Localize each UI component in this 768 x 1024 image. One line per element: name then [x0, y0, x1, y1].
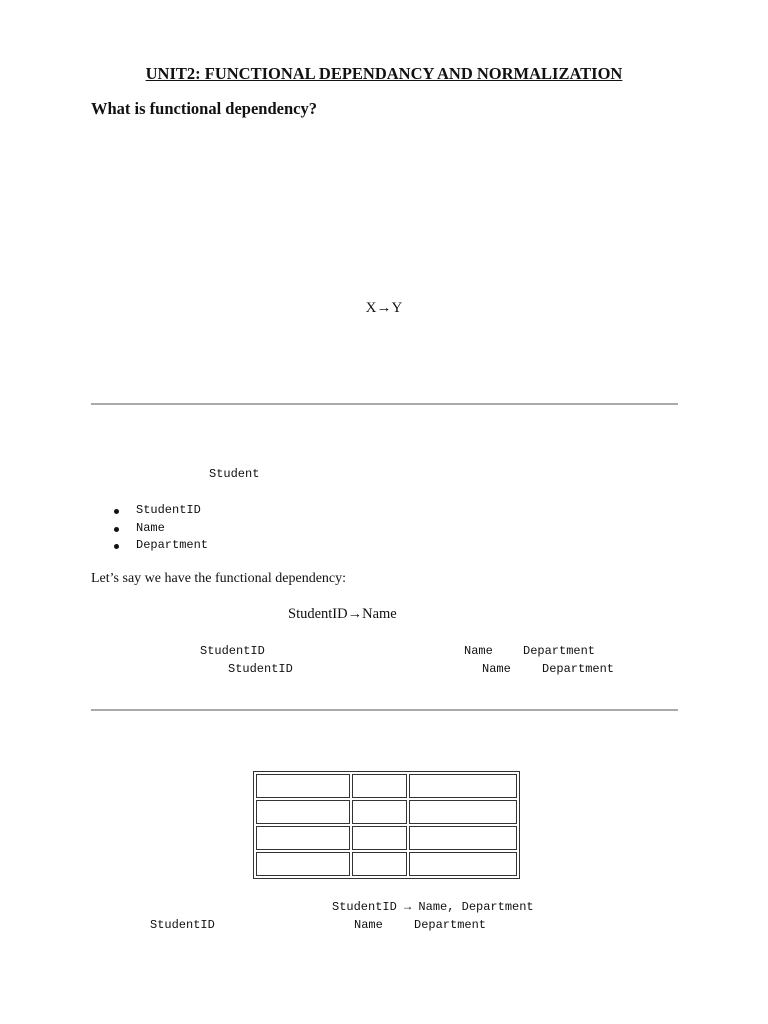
table-cell — [409, 852, 517, 876]
attribute-label: Department — [136, 538, 209, 552]
attribute-list — [110, 502, 208, 555]
row-b-department: Department — [542, 662, 615, 676]
relation-name: Student — [209, 467, 260, 481]
row-c-department: Department — [414, 918, 487, 932]
table-row — [256, 774, 517, 798]
list-item — [110, 520, 208, 538]
divider-2 — [91, 709, 678, 711]
table-cell — [352, 800, 407, 824]
table-cell — [256, 852, 350, 876]
intro-paragraph: Let’s say we have the functional dependency: — [91, 571, 347, 586]
document-title: UNIT2: FUNCTIONAL DEPENDANCY AND NORMALIZATION — [145, 64, 623, 83]
table-cell — [409, 800, 517, 824]
table-row — [256, 800, 517, 824]
row-b-name: Name — [482, 662, 511, 676]
row-a-studentid: StudentID — [200, 644, 265, 658]
empty-table — [253, 771, 520, 879]
table-cell — [352, 774, 407, 798]
row-c-name: Name — [354, 918, 383, 932]
table-cell — [256, 826, 350, 850]
bullet-icon — [114, 544, 119, 549]
formula-x-to-y: X→Y — [365, 300, 403, 316]
table-cell — [409, 774, 517, 798]
row-c-studentid: StudentID — [150, 918, 215, 932]
attribute-label: StudentID — [136, 503, 201, 517]
row-a-name: Name — [464, 644, 493, 658]
row-a-department: Department — [523, 644, 596, 658]
bullet-icon — [114, 509, 119, 514]
bullet-icon — [114, 527, 119, 532]
table-row — [256, 826, 517, 850]
full-dependency: StudentID → Name, Department — [332, 900, 534, 914]
row-b-studentid: StudentID — [228, 662, 293, 676]
section-heading: What is functional dependency? — [91, 99, 317, 118]
attribute-label: Name — [136, 520, 165, 535]
table-cell — [256, 774, 350, 798]
table-row — [256, 852, 517, 876]
table-cell — [256, 800, 350, 824]
list-item — [110, 502, 208, 520]
divider-1 — [91, 403, 678, 405]
table-cell — [409, 826, 517, 850]
table-cell — [352, 826, 407, 850]
table-cell — [352, 852, 407, 876]
list-item — [110, 537, 208, 555]
dependency-formula: StudentID→Name — [288, 606, 397, 622]
